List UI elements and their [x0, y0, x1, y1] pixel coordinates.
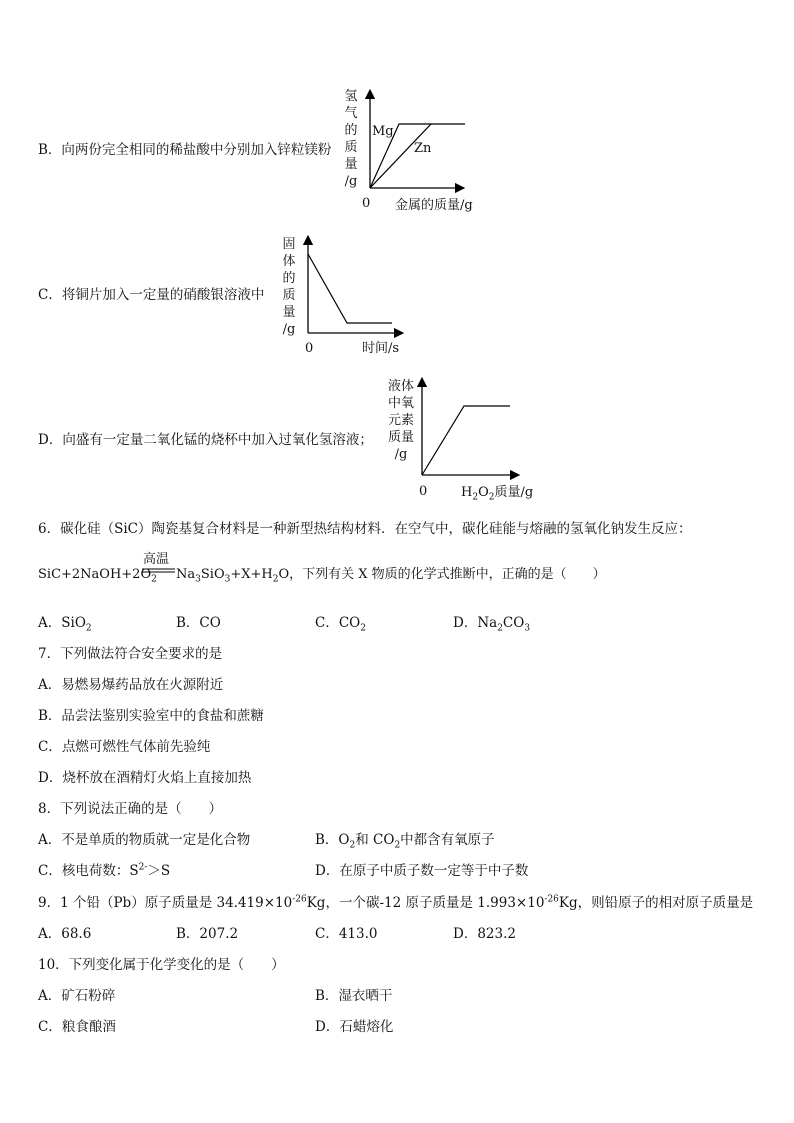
graph-b-xlabel: 金属的质量/g: [395, 198, 473, 213]
q8-option-b: B．$O_2$和 $CO_2$中都含有氧原子: [315, 832, 495, 851]
graph-d-ylabel: 液体 中氧 元素 质量 /g: [387, 379, 414, 462]
q7-option-a: A．易燃易爆药品放在火源附近: [38, 677, 224, 693]
q8-option-a: A．不是单质的物质就一定是化合物: [38, 832, 251, 848]
graph-b-origin: 0: [362, 196, 371, 211]
q10-option-b: B．湿衣晒干: [315, 988, 393, 1004]
q6-equation-right: $Na_3SiO_3+X+H_2O$，下列有关 X 物质的化学式推断中，正确的是（ ）: [176, 567, 606, 585]
q7-stem: 7．下列做法符合安全要求的是: [38, 646, 223, 662]
q9-option-c: C．413.0: [315, 926, 378, 942]
q9-option-b: B．207.2: [176, 926, 239, 942]
graph-b-mg-label: Mg: [372, 124, 394, 139]
q10-stem: 10．下列变化属于化学变化的是（ ）: [38, 957, 285, 973]
graph-d-xlabel: $H_2O_2$质量/g: [461, 485, 534, 503]
q9-option-a: A．68.6: [38, 926, 92, 942]
graph-c-xlabel: 时间/s: [362, 341, 400, 356]
q6-condition: 高温: [143, 552, 170, 567]
graph-b-zn-label: Zn: [414, 141, 432, 156]
q9-stem: 9．1 个铅（Pb）原子质量是 $34.419\times 10^{-26}Kg$，一个碳-12 原子质量是 $1.993\times 10^{-26}Kg$，则铅原子的相对原子质量是: [38, 894, 754, 911]
q6-option-c: C．$CO_2$: [315, 615, 366, 634]
q5-option-c: C．将铜片加入一定量的硝酸银溶液中: [38, 287, 265, 303]
q7-option-b: B．品尝法鉴别实验室中的食盐和蔗糖: [38, 708, 264, 724]
q10-option-a: A．矿石粉碎: [38, 988, 116, 1004]
q8-option-d: D．在原子中质子数一定等于中子数: [315, 863, 529, 879]
graph-d-origin: 0: [419, 484, 428, 499]
q7-option-d: D．烧杯放在酒精灯火焰上直接加热: [38, 770, 252, 786]
graph-c-ylabel: 固 体 的 质 量 /g: [282, 237, 296, 337]
q10-option-c: C．粮食酿酒: [38, 1019, 116, 1035]
q7-option-c: C．点燃可燃性气体前先验纯: [38, 739, 211, 755]
q5-option-d: D．向盛有一定量二氧化锰的烧杯中加入过氧化氢溶液；: [38, 432, 373, 448]
q6-option-b: B．CO: [176, 615, 221, 631]
q8-stem: 8．下列说法正确的是（ ）: [38, 801, 223, 817]
q6-option-a: A．SiO$_2$: [38, 615, 92, 634]
q9-option-d: D．823.2: [453, 926, 516, 942]
q5-option-b: B．向两份完全相同的稀盐酸中分别加入锌粒镁粉: [38, 142, 332, 158]
graph-b-ylabel: 氢 气 的 质 量 /g: [344, 89, 358, 189]
q6-option-d: D．$Na_2CO_3$: [453, 615, 531, 634]
q10-option-d: D．石蜡熔化: [315, 1019, 394, 1035]
graph-c-origin: 0: [305, 341, 314, 356]
q8-option-c: C．核电荷数：$S^{2-}>S$: [38, 862, 171, 879]
q6-stem: 6．碳化硅（SiC）陶瓷基复合材料是一种新型热结构材料．在空气中，碳化硅能与熔融的氢氧化钠发生反应：: [38, 521, 692, 537]
q6-equation-left: $SiC+2NaOH+2O_2$: [38, 567, 157, 585]
